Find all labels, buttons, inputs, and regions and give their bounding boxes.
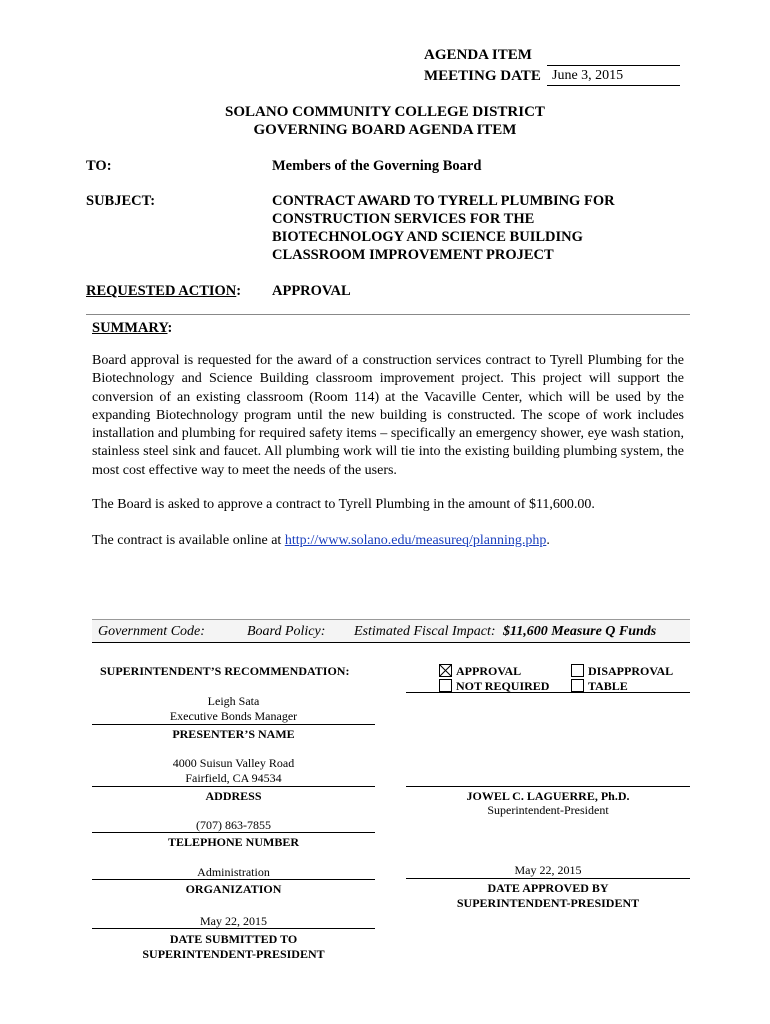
superintendent-title: Superintendent-President [487,803,609,817]
telephone-value: (707) 863-7855 [196,818,271,832]
telephone-label: TELEPHONE NUMBER [167,835,299,849]
subject-line: CONSTRUCTION SERVICES FOR THE [272,211,535,227]
date-submitted-value: May 22, 2015 [200,914,267,928]
address-line [92,786,375,787]
date-approved-label-2: SUPERINTENDENT-PRESIDENT [456,896,640,910]
recommendation-underline [406,692,690,693]
summary-paragraph-3 [92,533,550,549]
organization-value: Administration [197,865,270,879]
section-divider [86,314,690,315]
date-approved-value: May 22, 2015 [514,863,582,877]
presenter-line [92,724,375,725]
not-required-label: NOT REQUIRED [456,679,550,693]
requested-action-label [86,283,241,300]
to-value: Members of the Governing Board [272,158,482,174]
address-line-2: Fairfield, CA 94534 [185,771,282,785]
meeting-date-line [547,85,680,86]
date-submitted-label-1: DATE SUBMITTED TO [169,932,298,946]
table-checkbox[interactable] [571,679,584,692]
checkbox-x-icon [440,665,451,676]
recommendation-label: SUPERINTENDENT’S RECOMMENDATION: [100,664,350,678]
subject-line: BIOTECHNOLOGY AND SCIENCE BUILDING [272,229,583,245]
meeting-date-label: MEETING DATE [424,68,541,84]
address-label: ADDRESS [205,789,262,803]
organization-line [92,879,375,880]
contract-link[interactable]: http://www.solano.edu/measureq/planning.php [284,533,547,548]
presenter-label: PRESENTER’S NAME [172,727,295,741]
agenda-title: GOVERNING BOARD AGENDA ITEM [253,122,517,138]
summary-heading-colon: : [167,320,173,336]
presenter-title: Executive Bonds Manager [169,709,298,723]
superintendent-name: JOWEL C. LAGUERRE, Ph.D. [466,789,630,803]
subject-value [272,192,692,264]
not-required-checkbox[interactable] [439,679,452,692]
contract-prefix: The contract is available online at [92,533,285,548]
district-title: SOLANO COMMUNITY COLLEGE DISTRICT [225,104,545,120]
approval-checkbox[interactable] [439,664,452,677]
organization-label: ORGANIZATION [185,882,282,896]
table-label: TABLE [588,679,628,693]
disapproval-label: DISAPPROVAL [588,664,674,678]
to-label: TO: [86,158,112,174]
agenda-item-label: AGENDA ITEM [424,47,532,63]
subject-label: SUBJECT: [86,193,156,209]
fiscal-bar [92,619,690,643]
date-approved-line [406,878,690,879]
summary-heading-text: SUMMARY [92,320,168,336]
summary-paragraph-2: The Board is asked to approve a contract to Tyrell Plumbing in the amount of $11,600.00. [92,497,595,512]
meeting-date-value: June 3, 2015 [552,68,624,83]
subject-line: CLASSROOM IMPROVEMENT PROJECT [272,247,554,263]
requested-action-colon: : [236,283,242,299]
requested-action-text: REQUESTED ACTION [86,283,237,299]
fiscal-impact-label: Estimated Fiscal Impact: [354,624,496,639]
agenda-item-line [547,65,680,66]
telephone-line [92,832,375,833]
presenter-name: Leigh Sata [207,694,260,708]
superintendent-line [406,786,690,787]
board-policy: Board Policy: [247,624,326,639]
summary-heading [92,320,172,337]
date-approved-label-1: DATE APPROVED BY [487,881,609,895]
fiscal-impact-value: $11,600 Measure Q Funds [503,624,657,639]
government-code: Government Code: [98,624,205,639]
date-submitted-line [92,928,375,929]
address-line-1: 4000 Suisun Valley Road [172,756,295,770]
contract-suffix: . [546,533,550,548]
summary-paragraph-1: Board approval is requested for the award of a construction services contract to Tyrell Plumbing for the Biotechnology and Science Building classroom improvement project. This project will support the conversion of an existing classroom (Room 114) at the Vacaville Center, which will be used by the expanding Biotechnology program until the new building is constructed. The scope of work includes installation and plumbing for required safety items – specifically an emergency shower, eye wash station, stainless steel sink and faucet. All plumbing work will tie into the existing building plumbing system, the most cost effective way to meet the needs of the users. [92,353,684,478]
date-submitted-label-2: SUPERINTENDENT-PRESIDENT [142,947,325,961]
requested-action-value: APPROVAL [272,283,351,299]
approval-label: APPROVAL [456,664,522,678]
disapproval-checkbox[interactable] [571,664,584,677]
subject-line: CONTRACT AWARD TO TYRELL PLUMBING FOR [272,193,615,209]
